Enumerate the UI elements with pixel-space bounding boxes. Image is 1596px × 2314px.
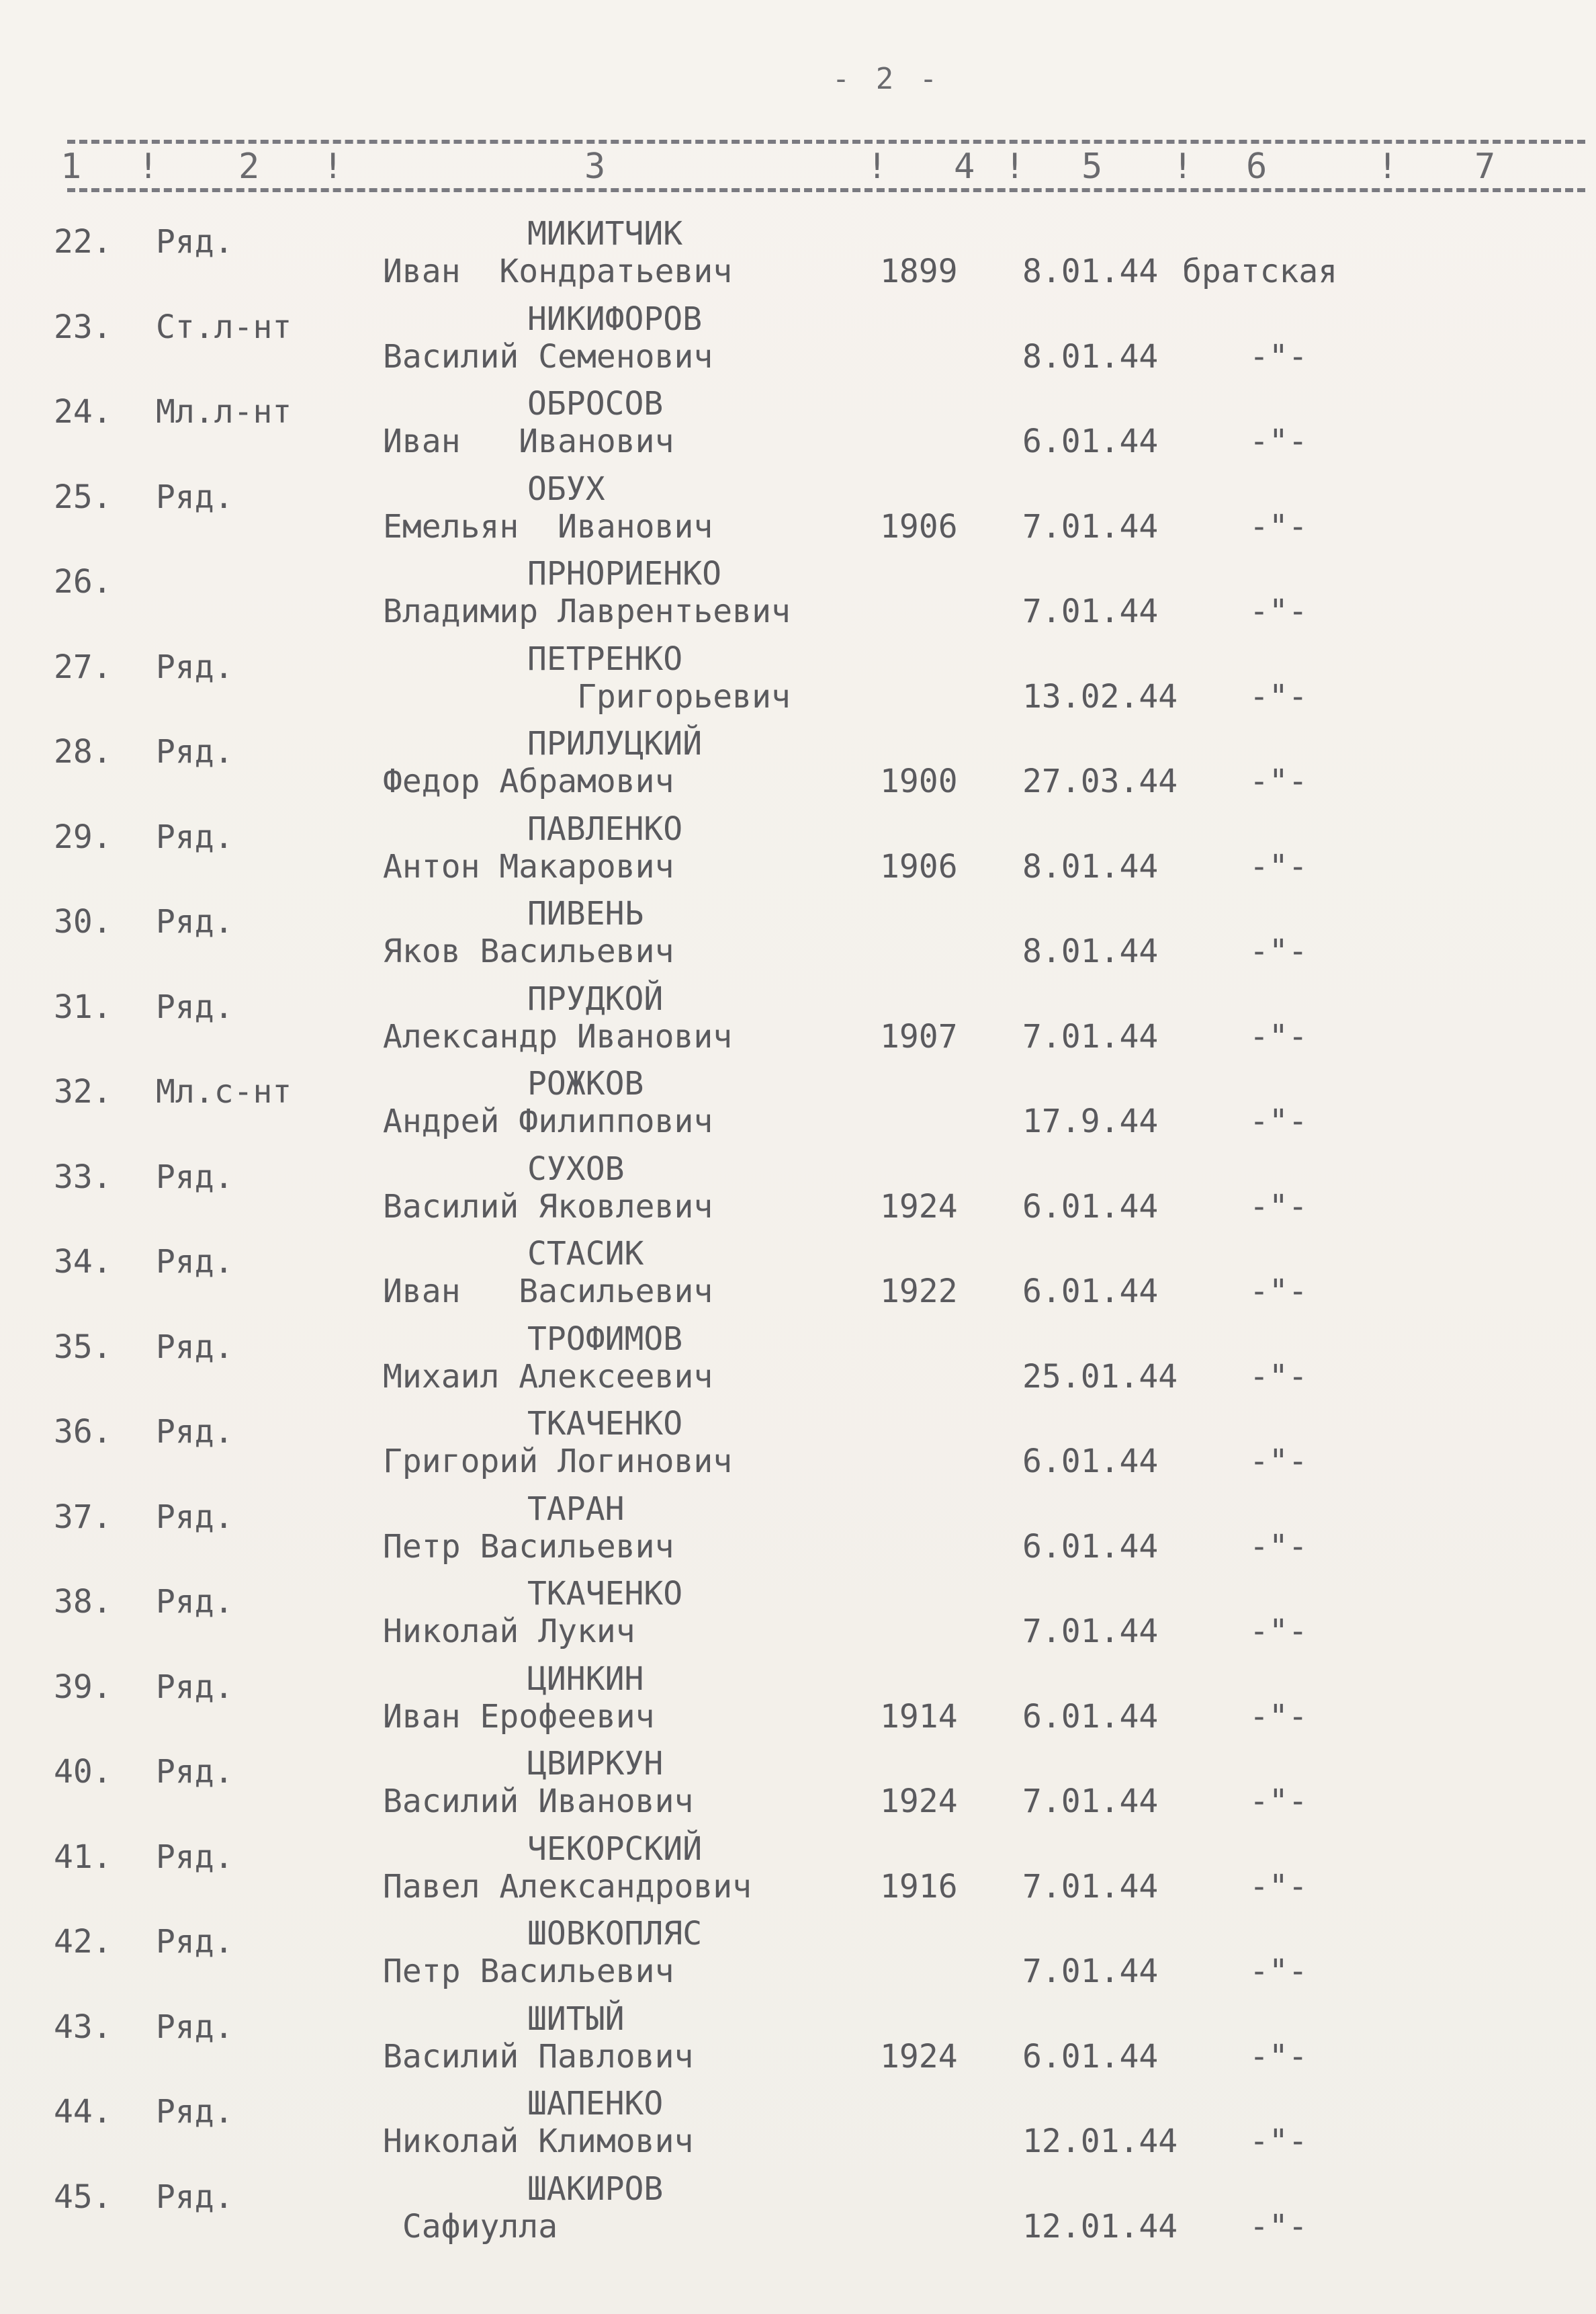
table-row xyxy=(0,555,1596,640)
row-surname: ПРУДКОЙ xyxy=(527,980,664,1018)
table-row xyxy=(0,1575,1596,1660)
row-rank: Ряд. xyxy=(156,1328,234,1366)
row-date: 13.02.44 xyxy=(1022,677,1178,716)
row-burial: -"- xyxy=(1249,2037,1308,2075)
row-burial: -"- xyxy=(1249,1103,1308,1140)
row-burial: -"- xyxy=(1249,1783,1308,1820)
row-given-names: Василий Павлович xyxy=(383,2037,694,2075)
row-surname: ОБУХ xyxy=(527,470,605,508)
row-birth-year: 1907 xyxy=(880,1017,958,1056)
column-header-row xyxy=(0,146,1596,187)
row-surname: НИКИФОРОВ xyxy=(527,300,703,338)
row-number: 28. xyxy=(54,733,112,771)
row-rank: Мл.с-нт xyxy=(156,1073,292,1111)
header-bottom-rule xyxy=(67,188,1585,192)
row-rank: Ряд. xyxy=(156,223,234,261)
row-burial: -"- xyxy=(1249,423,1308,460)
header-col-2: 2 xyxy=(238,146,260,187)
row-given-names: Яков Васильевич xyxy=(383,933,674,970)
row-birth-year: 1922 xyxy=(880,1273,958,1310)
page-number: - 2 - xyxy=(832,62,942,96)
row-given-names: Николай Климович xyxy=(383,2123,694,2160)
table-row xyxy=(0,895,1596,980)
row-burial: -"- xyxy=(1249,847,1308,886)
row-given-names: Иван Васильевич xyxy=(383,1273,713,1310)
row-surname: ПИВЕНЬ xyxy=(527,895,644,933)
table-row xyxy=(0,2000,1596,2085)
row-given-names: Василий Семенович xyxy=(383,337,713,376)
row-number: 39. xyxy=(54,1668,112,1706)
row-number: 43. xyxy=(54,2008,112,2046)
row-number: 26. xyxy=(54,563,112,601)
row-birth-year: 1924 xyxy=(880,1187,958,1226)
row-rank: Ряд. xyxy=(156,1668,234,1706)
header-separator: ! xyxy=(138,146,159,187)
row-rank: Ряд. xyxy=(156,2178,234,2216)
row-surname: ШАПЕНКО xyxy=(527,2085,664,2123)
row-burial: -"- xyxy=(1249,1527,1308,1566)
row-given-names: Григорьевич xyxy=(383,677,791,716)
row-rank: Ряд. xyxy=(156,2008,234,2046)
row-given-names: Владимир Лаврентьевич xyxy=(383,593,791,630)
row-rank: Ряд. xyxy=(156,988,234,1026)
row-given-names: Григорий Логинович xyxy=(383,1443,733,1480)
row-surname: ЦИНКИН xyxy=(527,1660,644,1698)
row-surname: ПРИЛУЦКИЙ xyxy=(527,725,703,763)
table-row xyxy=(0,1235,1596,1320)
row-date: 7.01.44 xyxy=(1022,1867,1159,1905)
row-rank: Ряд. xyxy=(156,648,234,686)
row-burial: -"- xyxy=(1249,763,1308,800)
row-rank: Ряд. xyxy=(156,478,234,516)
row-rank: Ряд. xyxy=(156,1243,234,1281)
table-row xyxy=(0,470,1596,555)
row-surname: ОБРОСОВ xyxy=(527,385,664,423)
row-rank: Ряд. xyxy=(156,1498,234,1536)
row-number: 24. xyxy=(54,393,112,431)
row-surname: ШИТЫЙ xyxy=(527,2000,625,2038)
row-surname: МИКИТЧИК xyxy=(527,215,683,253)
table-row xyxy=(0,1915,1596,2000)
row-given-names: Иван Ерофеевич xyxy=(383,1697,655,1736)
row-birth-year: 1899 xyxy=(880,253,958,290)
row-surname: ЦВИРКУН xyxy=(527,1745,664,1783)
header-col-7: 7 xyxy=(1474,146,1496,187)
row-date: 6.01.44 xyxy=(1022,1273,1159,1310)
row-number: 44. xyxy=(54,2093,112,2131)
row-birth-year: 1916 xyxy=(880,1867,958,1905)
row-rank: Ст.л-нт xyxy=(156,308,292,346)
row-given-names: Иван Иванович xyxy=(383,423,674,460)
row-date: 12.01.44 xyxy=(1022,2207,1178,2245)
row-burial: -"- xyxy=(1249,1697,1308,1736)
row-number: 25. xyxy=(54,478,112,516)
row-number: 29. xyxy=(54,818,112,856)
table-row xyxy=(0,810,1596,895)
row-date: 7.01.44 xyxy=(1022,1613,1159,1650)
row-burial: -"- xyxy=(1249,1867,1308,1905)
table-row xyxy=(0,1065,1596,1150)
row-birth-year: 1924 xyxy=(880,2037,958,2075)
row-rank: Ряд. xyxy=(156,1413,234,1451)
row-rank: Ряд. xyxy=(156,733,234,771)
row-given-names: Андрей Филиппович xyxy=(383,1103,713,1140)
row-surname: ТРОФИМОВ xyxy=(527,1320,683,1358)
row-given-names: Михаил Алексеевич xyxy=(383,1357,713,1396)
row-burial: -"- xyxy=(1249,1953,1308,1990)
table-row xyxy=(0,1745,1596,1830)
row-rank: Мл.л-нт xyxy=(156,393,292,431)
row-date: 6.01.44 xyxy=(1022,423,1159,460)
table-row xyxy=(0,980,1596,1065)
row-date: 8.01.44 xyxy=(1022,253,1159,290)
row-surname: ПАВЛЕНКО xyxy=(527,810,683,848)
row-date: 6.01.44 xyxy=(1022,2037,1159,2075)
row-given-names: Сафиулла xyxy=(383,2207,558,2245)
row-surname: ПЕТРЕНКО xyxy=(527,640,683,678)
row-surname: ШАКИРОВ xyxy=(527,2170,664,2208)
header-col-3: 3 xyxy=(584,146,606,187)
table-row xyxy=(0,215,1596,300)
row-burial: -"- xyxy=(1249,1273,1308,1310)
row-burial: -"- xyxy=(1249,1613,1308,1650)
row-date: 8.01.44 xyxy=(1022,337,1159,376)
table-row xyxy=(0,1405,1596,1490)
header-separator: ! xyxy=(867,146,888,187)
row-birth-year: 1900 xyxy=(880,763,958,800)
row-rank: Ряд. xyxy=(156,1753,234,1791)
row-birth-year: 1906 xyxy=(880,847,958,886)
table-row xyxy=(0,1660,1596,1745)
row-date: 17.9.44 xyxy=(1022,1103,1159,1140)
row-number: 34. xyxy=(54,1243,112,1281)
row-rank: Ряд. xyxy=(156,2093,234,2131)
row-burial: -"- xyxy=(1249,2207,1308,2245)
row-number: 38. xyxy=(54,1583,112,1621)
row-date: 6.01.44 xyxy=(1022,1187,1159,1226)
table-row xyxy=(0,1150,1596,1235)
row-number: 23. xyxy=(54,308,112,346)
row-date: 8.01.44 xyxy=(1022,933,1159,970)
row-date: 8.01.44 xyxy=(1022,847,1159,886)
row-date: 27.03.44 xyxy=(1022,763,1178,800)
header-col-5: 5 xyxy=(1081,146,1103,187)
row-burial: -"- xyxy=(1249,1187,1308,1226)
row-number: 35. xyxy=(54,1328,112,1366)
row-rank: Ряд. xyxy=(156,1158,234,1196)
row-rank: Ряд. xyxy=(156,903,234,941)
row-given-names: Павел Александрович xyxy=(383,1867,752,1905)
row-burial: братская xyxy=(1182,253,1338,290)
table-row xyxy=(0,2085,1596,2170)
row-birth-year: 1924 xyxy=(880,1783,958,1820)
row-date: 6.01.44 xyxy=(1022,1527,1159,1566)
header-separator: ! xyxy=(322,146,344,187)
header-col-4: 4 xyxy=(954,146,975,187)
row-number: 45. xyxy=(54,2178,112,2216)
row-given-names: Антон Макарович xyxy=(383,847,674,886)
row-birth-year: 1914 xyxy=(880,1697,958,1736)
row-burial: -"- xyxy=(1249,933,1308,970)
row-number: 30. xyxy=(54,903,112,941)
row-birth-year: 1906 xyxy=(880,507,958,546)
row-surname: ТКАЧЕНКО xyxy=(527,1575,683,1613)
header-separator: ! xyxy=(1172,146,1194,187)
row-given-names: Василий Яковлевич xyxy=(383,1187,713,1226)
row-given-names: Петр Васильевич xyxy=(383,1953,674,1990)
row-date: 7.01.44 xyxy=(1022,1953,1159,1990)
row-date: 6.01.44 xyxy=(1022,1443,1159,1480)
row-number: 31. xyxy=(54,988,112,1026)
header-top-rule xyxy=(67,140,1585,144)
row-number: 37. xyxy=(54,1498,112,1536)
row-rank: Ряд. xyxy=(156,1838,234,1876)
row-number: 36. xyxy=(54,1413,112,1451)
row-given-names: Федор Абрамович xyxy=(383,763,674,800)
table-row xyxy=(0,385,1596,470)
table-row xyxy=(0,1490,1596,1575)
row-surname: ПРНОРИЕНКО xyxy=(527,555,721,593)
row-number: 40. xyxy=(54,1753,112,1791)
table-row xyxy=(0,1320,1596,1405)
row-burial: -"- xyxy=(1249,593,1308,630)
row-surname: ТАРАН xyxy=(527,1490,625,1528)
row-burial: -"- xyxy=(1249,2123,1308,2160)
row-number: 33. xyxy=(54,1158,112,1196)
row-given-names: Василий Иванович xyxy=(383,1783,694,1820)
table-row xyxy=(0,640,1596,725)
row-surname: ШОВКОПЛЯС xyxy=(527,1915,703,1953)
header-separator: ! xyxy=(1377,146,1399,187)
row-date: 7.01.44 xyxy=(1022,507,1159,546)
row-rank: Ряд. xyxy=(156,818,234,856)
row-number: 27. xyxy=(54,648,112,686)
row-surname: РОЖКОВ xyxy=(527,1065,644,1103)
row-number: 32. xyxy=(54,1073,112,1111)
row-date: 7.01.44 xyxy=(1022,1783,1159,1820)
row-surname: СУХОВ xyxy=(527,1150,625,1188)
row-given-names: Иван Кондратьевич xyxy=(383,253,733,290)
row-date: 12.01.44 xyxy=(1022,2123,1178,2160)
row-burial: -"- xyxy=(1249,1017,1308,1056)
row-number: 22. xyxy=(54,223,112,261)
table-row xyxy=(0,725,1596,810)
row-surname: ТКАЧЕНКО xyxy=(527,1405,683,1443)
row-date: 7.01.44 xyxy=(1022,1017,1159,1056)
table-row xyxy=(0,300,1596,385)
row-burial: -"- xyxy=(1249,1357,1308,1396)
row-given-names: Николай Лукич xyxy=(383,1613,635,1650)
row-date: 6.01.44 xyxy=(1022,1697,1159,1736)
row-given-names: Александр Иванович xyxy=(383,1017,733,1056)
row-burial: -"- xyxy=(1249,337,1308,376)
row-burial: -"- xyxy=(1249,507,1308,546)
row-given-names: Петр Васильевич xyxy=(383,1527,674,1566)
table-row xyxy=(0,2170,1596,2255)
row-rank: Ряд. xyxy=(156,1923,234,1961)
table-row xyxy=(0,1830,1596,1915)
row-surname: СТАСИК xyxy=(527,1235,644,1273)
row-date: 25.01.44 xyxy=(1022,1357,1178,1396)
header-col-6: 6 xyxy=(1246,146,1268,187)
row-date: 7.01.44 xyxy=(1022,593,1159,630)
header-col-1: 1 xyxy=(60,146,82,187)
row-number: 41. xyxy=(54,1838,112,1876)
row-number: 42. xyxy=(54,1923,112,1961)
row-rank: Ряд. xyxy=(156,1583,234,1621)
row-surname: ЧЕКОРСКИЙ xyxy=(527,1830,703,1868)
row-burial: -"- xyxy=(1249,677,1308,716)
header-separator: ! xyxy=(1004,146,1026,187)
row-burial: -"- xyxy=(1249,1443,1308,1480)
row-given-names: Емельян Иванович xyxy=(383,507,713,546)
